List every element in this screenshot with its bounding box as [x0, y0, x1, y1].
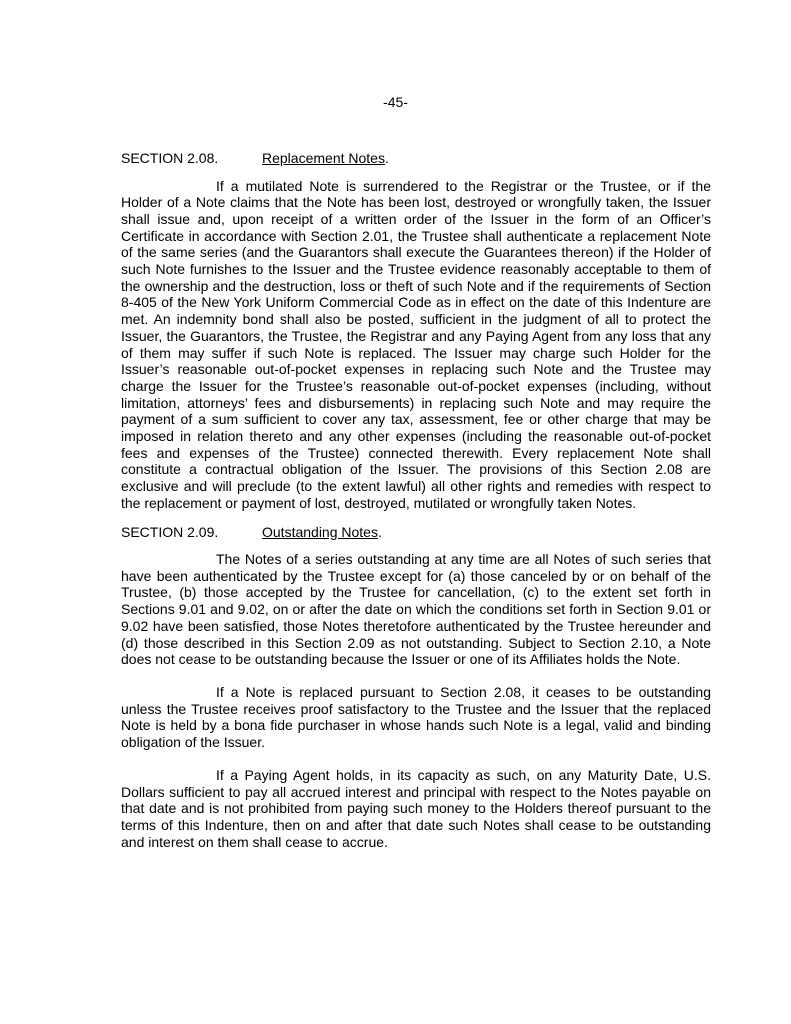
paragraph: The Notes of a series outstanding at any time are all Notes of such series that have been authenticated by the Trustee except for (a) those canceled by or on behalf of the Trustee, (b) those accepted by the Trustee for cancellation, (c) to the extent set forth in Sections 9.01 and 9.02, on or after the date on which the conditions set forth in Section 9.01 or 9.02 have been satisfied, those Notes theretofore authenticated by the Trustee hereunder and (d) those described in this Section 2.09 as not outstanding. Subject to Section 2.10, a Note does not cease to be outstanding because the Issuer or one of its Affiliates holds the Note. [121, 551, 711, 668]
section-title-period: . [377, 523, 382, 540]
section-title-wrapper [262, 150, 389, 167]
section-title: Outstanding Notes [262, 523, 378, 540]
section-title: Replacement Notes [262, 150, 385, 166]
page-number: -45- [383, 94, 408, 110]
document-body [121, 150, 711, 850]
paragraph: If a Paying Agent holds, in its capacity as such, on any Maturity Date, U.S. Dollars sufficient to pay all accrued interest and principal with respect to the Notes payable on that date and is not prohibited from paying such money to the Holders thereof pursuant to the terms of this Indenture, then on and after that date such Notes shall cease to be outstanding and interest on them shall cease to accrue. [121, 766, 711, 850]
section-number: SECTION 2.08. [121, 150, 219, 166]
section-title-wrapper [262, 524, 382, 541]
paragraph: If a mutilated Note is surrendered to the Registrar or the Trustee, or if the Holder of a Note claims that the Note has been lost, destroyed or wrongfully taken, the Issuer shall issue and, upon receipt of a written order of the Issuer in the form of an Officer’s Certificate in accordance with Section 2.01, the Trustee shall authenticate a replacement Note of the same series (and the Guarantors shall execute the Guarantees thereon) if the Holder of such Note furnishes to the Issuer and the Trustee evidence reasonably acceptable to them of the ownership and the destruction, loss or theft of such Note and if the requirements of Section 8-405 of the New York Uniform Commercial Code as in effect on the date of this Indenture are met. An indemnity bond shall also be posted, sufficient in the judgment of all to protect the Issuer, the Guarantors, the Trustee, the Registrar and any Paying Agent from any loss that any of them may suffer if such Note is replaced. The Issuer may charge such Holder for the Issuer’s reasonable out-of-pocket expenses in replacing such Note and the Trustee may charge the Issuer for the Trustee’s reasonable out-of-pocket expenses (including, without limitation, attorneys’ fees and disbursements) in replacing such Note and may require the payment of a sum sufficient to cover any tax, assessment, fee or other charge that may be imposed in relation thereto and any other expenses (including the reasonable out-of-pocket fees and expenses of the Trustee) connected therewith. Every replacement Note shall constitute a contractual obligation of the Issuer. The provisions of this Section 2.08 are exclusive and will preclude (to the extent lawful) all other rights and remedies with respect to the replacement or payment of lost, destroyed, mutilated or wrongfully taken Notes. [121, 177, 711, 511]
section-number: SECTION 2.09. [121, 523, 219, 540]
section-heading [121, 524, 711, 541]
section-heading [121, 150, 711, 167]
section-title-period: . [384, 150, 389, 166]
paragraph: If a Note is replaced pursuant to Section 2.08, it ceases to be outstanding unless the Trustee receives proof satisfactory to the Trustee and the Issuer that the replaced Note is held by a bona fide purchaser in whose hands such Note is a legal, valid and binding obligation of the Issuer. [121, 683, 711, 751]
